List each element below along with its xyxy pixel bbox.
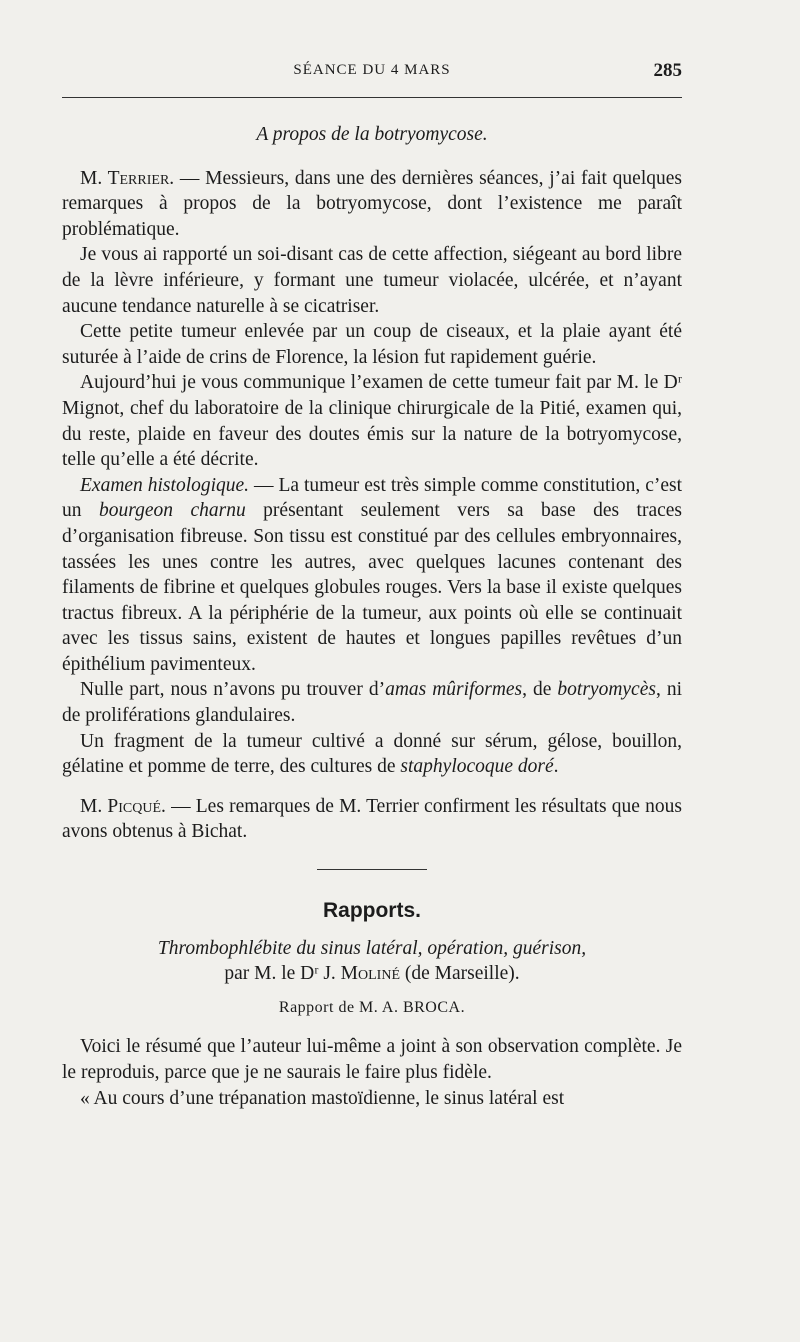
- author-name: Moliné: [340, 963, 400, 985]
- paragraph: Aujourd’hui je vous communique l’examen de cette tumeur fait par M. le Dʳ Mignot, chef du laboratoire de la clinique chirurgicale de la Pitié, examen qui, du reste, plaide en faveur des doutes émis sur la nature de la botryomycose, telle qu’elle a été décrite.: [62, 372, 682, 471]
- italic-term: staphylocoque doré: [400, 756, 554, 778]
- paragraph-text: Nulle part, nous n’avons pu trouver d’: [80, 679, 386, 701]
- section-heading: Rapports.: [322, 899, 421, 923]
- italic-lead: Examen histologique.: [80, 474, 250, 496]
- speaker-name: M. Picqué.: [80, 795, 166, 817]
- paragraph: [62, 729, 682, 780]
- paragraph-text: , de: [522, 679, 558, 701]
- paragraph: Cette petite tumeur enlevée par un coup de ciseaux, et la plaie ayant été suturée à l’aide de crins de Florence, la lésion fut rapidement guérie.: [62, 321, 682, 368]
- paragraph-text: — La tumeur est très simple comme constitution, c’est un: [62, 474, 683, 522]
- page-number: 285: [653, 60, 682, 81]
- paragraph-text: — Messieurs, dans une des dernières séances, j’ai fait quelques remarques à propos de la botryomycose, dont l’existence me paraît problématique.: [62, 167, 682, 240]
- paragraph-terrier: [62, 166, 682, 243]
- speaker-name: M. Terrier.: [80, 167, 175, 189]
- report-attribution: Rapport de M. A. BROCA.: [278, 998, 466, 1016]
- case-title: Thrombophlébite du sinus latéral, opération, guérison,: [157, 937, 587, 959]
- page-header: [62, 58, 682, 88]
- page-body: [62, 116, 682, 1111]
- paragraph: [62, 677, 682, 728]
- italic-term: amas mûriformes: [385, 679, 523, 701]
- section-title: A propos de la botryomycose.: [256, 124, 488, 145]
- spacer: [62, 780, 682, 794]
- paragraph-picque: [62, 794, 682, 845]
- italic-term: botryomycès: [557, 679, 656, 701]
- paragraph-text: .: [553, 756, 559, 778]
- case-author: [62, 961, 682, 987]
- author-prefix: par M. le Dʳ J.: [224, 963, 341, 985]
- paragraph: « Au cours d’une trépanation mastoïdienne, le sinus latéral est: [80, 1087, 565, 1109]
- paragraph-text: — Les remarques de M. Terrier confirment les résultats que nous avons obtenus à Bichat.: [62, 795, 682, 843]
- paragraph: Voici le résumé que l’auteur lui-même a joint à son observation complète. Je le reproduis, parce que je ne saurais le faire plus fidèle.: [62, 1036, 682, 1083]
- header-rule: [62, 97, 682, 98]
- running-title: SÉANCE DU 4 MARS: [293, 62, 451, 78]
- paragraph-text: présentant seulement vers sa base des traces d’organisation fibreuse. Son tissu est constitué par des cellules embryonnaires, tassées les unes contre les autres, avec quelques lacunes contenant des filaments de fibrine et quelques globules rouges. Vers la base il existe quelques tractus fibreux. A la périphérie de la tumeur, aux points où elle se continuait avec les tissus sains, existent de hautes et longues papilles revêtues d’un épithélium pavimenteux.: [62, 500, 683, 675]
- author-suffix: (de Marseille).: [400, 963, 520, 985]
- italic-term: bourgeon charnu: [98, 500, 246, 522]
- paragraph-text: , ni de proliférations glandulaires.: [62, 679, 682, 727]
- paragraph: Je vous ai rapporté un soi-disant cas de cette affection, siégeant au bord libre de la lèvre inférieure, y formant une tumeur violacée, ulcérée, et n’ayant aucune tendance naturelle à se cicatriser.: [62, 244, 682, 317]
- paragraph-text: Un fragment de la tumeur cultivé a donné sur sérum, gélose, bouillon, gélatine et pomme de terre, des cultures de: [62, 730, 682, 778]
- section-divider: [317, 869, 427, 870]
- paragraph-histology: [62, 473, 682, 678]
